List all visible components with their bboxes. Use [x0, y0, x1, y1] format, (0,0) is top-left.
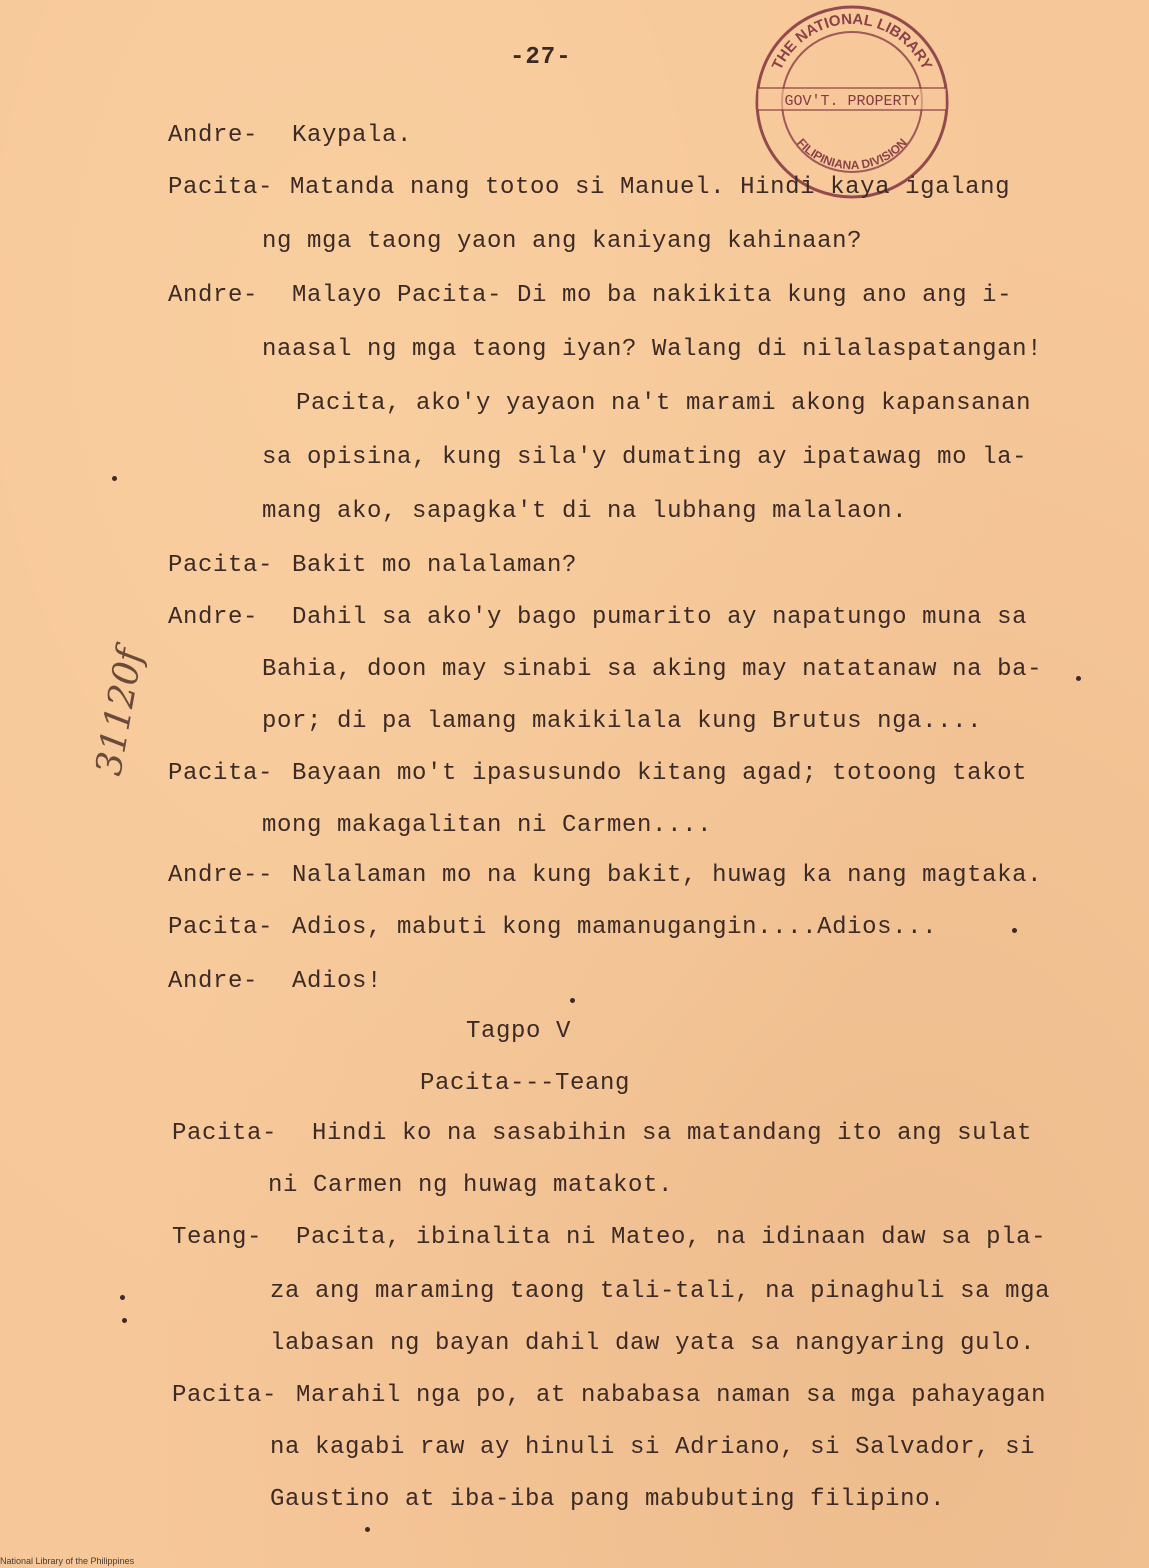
dialogue-text: labasan ng bayan dahil daw yata sa nangyaring gulo. — [270, 1330, 1036, 1357]
dialogue-text: por; di pa lamang makikilala kung Brutus nga.... — [262, 708, 983, 735]
stray-mark — [570, 998, 575, 1003]
speaker-label: Pacita- — [172, 1120, 278, 1147]
dialogue-text: Bayaan mo't ipasusundo kitang agad; totoong takot — [292, 760, 1028, 787]
dialogue-text: za ang maraming taong tali-tali, na pinaghuli sa mga — [270, 1278, 1051, 1305]
page-number: -27- — [510, 44, 572, 71]
dialogue-text: Malayo Pacita- Di mo ba nakikita kung ano ang i- — [292, 282, 1013, 309]
stamp-bottom-text: FILIPINIANA DIVISION — [794, 135, 910, 173]
stray-mark — [1076, 676, 1081, 681]
speaker-label: Andre- — [168, 122, 259, 149]
stray-mark — [365, 1527, 370, 1532]
speaker-label: Teang- — [172, 1224, 263, 1251]
stray-mark — [122, 1318, 127, 1323]
speaker-label: Pacita- — [168, 760, 274, 787]
scene-heading: Tagpo V — [466, 1018, 572, 1045]
dialogue-text: Pacita, ako'y yayaon na't marami akong kapansanan — [296, 390, 1032, 417]
dialogue-text: Pacita, ibinalita ni Mateo, na idinaan daw sa pla- — [296, 1224, 1047, 1251]
svg-text:31120f: 31120f — [88, 645, 152, 779]
stray-mark — [1012, 928, 1017, 933]
dialogue-text: mang ako, sapagka't di na lubhang malalaon. — [262, 498, 908, 525]
dialogue-text: na kagabi raw ay hinuli si Adriano, si Salvador, si — [270, 1434, 1036, 1461]
handwritten-margin-note — [62, 612, 152, 782]
dialogue-text: ng mga taong yaon ang kaniyang kahinaan? — [262, 228, 863, 255]
speaker-label: Andre- — [168, 282, 259, 309]
dialogue-text: Dahil sa ako'y bago pumarito ay napatungo muna sa — [292, 604, 1028, 631]
dialogue-text: Adios! — [292, 968, 383, 995]
stamp-middle-text: GOV'T. PROPERTY — [784, 93, 920, 110]
dialogue-text: mong makagalitan ni Carmen.... — [262, 812, 713, 839]
dialogue-text: Hindi ko na sasabihin sa matandang ito ang sulat — [312, 1120, 1033, 1147]
speaker-label: Andre- — [168, 604, 259, 631]
dialogue-text: Gaustino at iba-iba pang mabubuting filipino. — [270, 1486, 946, 1513]
dialogue-text: Adios, mabuti kong mamanugangin....Adios... — [292, 914, 938, 941]
speaker-label: Andre-- — [168, 862, 274, 889]
dialogue-text: naasal ng mga taong iyan? Walang di nilalaspatangan! — [262, 336, 1043, 363]
speaker-label: Pacita- — [172, 1382, 278, 1409]
speaker-label: Pacita- — [168, 914, 274, 941]
stray-mark — [112, 476, 117, 481]
speaker-label: Pacita- — [168, 174, 274, 201]
dialogue-text: ni Carmen ng huwag matakot. — [268, 1172, 674, 1199]
stray-mark — [120, 1295, 125, 1300]
dialogue-text: sa opisina, kung sila'y dumating ay ipatawag mo la- — [262, 444, 1028, 471]
footer-credit: National Library of the Philippines — [0, 1556, 135, 1566]
speaker-label: Pacita- — [168, 552, 274, 579]
speaker-label: Andre- — [168, 968, 259, 995]
dialogue-text: Marahil nga po, at nababasa naman sa mga pahayagan — [296, 1382, 1047, 1409]
dialogue-text: Bahia, doon may sinabi sa aking may natatanaw na ba- — [262, 656, 1043, 683]
dialogue-text: Matanda nang totoo si Manuel. Hindi kaya igalang — [290, 174, 1011, 201]
stamp-top-text: THE NATIONAL LIBRARY — [768, 10, 936, 73]
dialogue-text: Nalalaman mo na kung bakit, huwag ka nang magtaka. — [292, 862, 1043, 889]
scene-characters: Pacita---Teang — [420, 1070, 631, 1097]
library-stamp — [752, 2, 952, 202]
dialogue-text: Bakit mo nalalaman? — [292, 552, 578, 579]
svg-text:FILIPINIANA DIVISION — [794, 136, 909, 173]
dialogue-text: Kaypala. — [292, 122, 413, 149]
